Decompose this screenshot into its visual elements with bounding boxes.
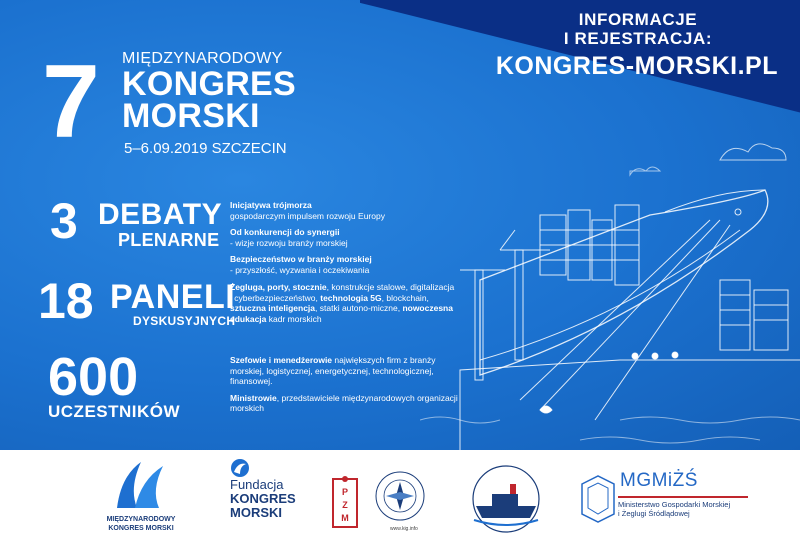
congress-title — [122, 50, 296, 157]
title-line-3: MORSKI — [122, 97, 260, 135]
mk-caption-2: KONGRES MORSKI — [108, 525, 174, 532]
info-line-1: INFORMACJE — [578, 10, 698, 29]
wave-sail-icon — [111, 458, 171, 510]
title-line-2: KONGRES — [122, 65, 297, 103]
fk-line-1: Fundacja — [230, 477, 284, 492]
pzm-emblem-icon — [330, 475, 360, 530]
fk-line-3: MORSKI — [230, 505, 282, 520]
svg-text:M: M — [341, 513, 349, 523]
publico-mare-logo — [470, 456, 542, 542]
edition-number: 7 — [42, 44, 100, 160]
stat-number: 18 — [38, 273, 94, 329]
svg-text:Z: Z — [342, 500, 348, 510]
pzm-logo — [330, 475, 360, 530]
panels-description: Żegluga, porty, stocznie, konstrukcje stalowe, digitalizacja i cyberbezpieczeństwo, technologia 5G, blockchain, sztuczna inteligencja, statki autono-miczne, nowoczesna edukacja kadr morskich — [230, 282, 455, 324]
ministry-line-1: Ministerstwo Gospodarki Morskiej — [618, 500, 731, 509]
registration-url[interactable]: KONGRES-MORSKI.PL — [495, 52, 778, 80]
debate-item: Inicjatywa trójmorza gospodarczym impulsem rozwoju Europy — [230, 200, 385, 221]
debate-item: Od konkurencji do synergii - wizje rozwoju branży morskiej — [230, 227, 348, 248]
container-ship-illustration — [420, 120, 800, 450]
ministry-name — [618, 500, 730, 518]
publico-mare-emblem-icon — [470, 456, 542, 542]
kig-compass-icon — [370, 468, 430, 526]
stat-sub: UCZESTNIKÓW — [48, 402, 181, 421]
stat-number: 3 — [50, 193, 78, 249]
kig-logo — [370, 468, 430, 534]
debate-item: Bezpieczeństwo w branży morskiej - przyszłość, wyzwania i oczekiwania — [230, 254, 372, 275]
fk-line-2: KONGRES — [230, 491, 296, 506]
ministry-line-2: i Żeglugi Śródlądowej — [618, 509, 690, 518]
info-line-2: I REJESTRACJA: — [563, 29, 713, 48]
mk-caption-1: MIĘDZYNARODOWY — [106, 516, 176, 523]
ministry-acronym: MGMiŻŚ — [620, 470, 698, 491]
ministry-divider — [618, 496, 748, 498]
stat-word: DEBATY — [98, 198, 223, 231]
kongres-morski-logo — [96, 458, 186, 533]
stat-word: PANELI — [110, 278, 236, 316]
kig-url: www.kig.info — [390, 526, 418, 532]
stat-number: 600 — [48, 347, 139, 407]
fk-wave-icon — [230, 458, 250, 478]
registration-info — [418, 10, 778, 81]
partner-logos-footer — [0, 450, 800, 547]
stat-sub: PLENARNE — [118, 230, 220, 250]
svg-text:P: P — [341, 487, 349, 497]
ministry-emblem-icon — [580, 474, 616, 524]
fundacja-kongres-morski-logo — [230, 458, 325, 520]
ministry-logo — [580, 470, 750, 530]
title-line-1: MIĘDZYNARODOWY — [122, 50, 283, 67]
stat-sub: DYSKUSYJNYCH — [133, 314, 236, 328]
participants-description: Szefowie i menedżerowie największych firm z branży morskiej, logistycznej, energetycznej, technologicznej, finansowej. Ministrowie, przedstawiciele międzynarodowych organizacji morskich — [230, 355, 458, 413]
event-dates: 5–6.09.2019 SZCZECIN — [124, 140, 287, 157]
